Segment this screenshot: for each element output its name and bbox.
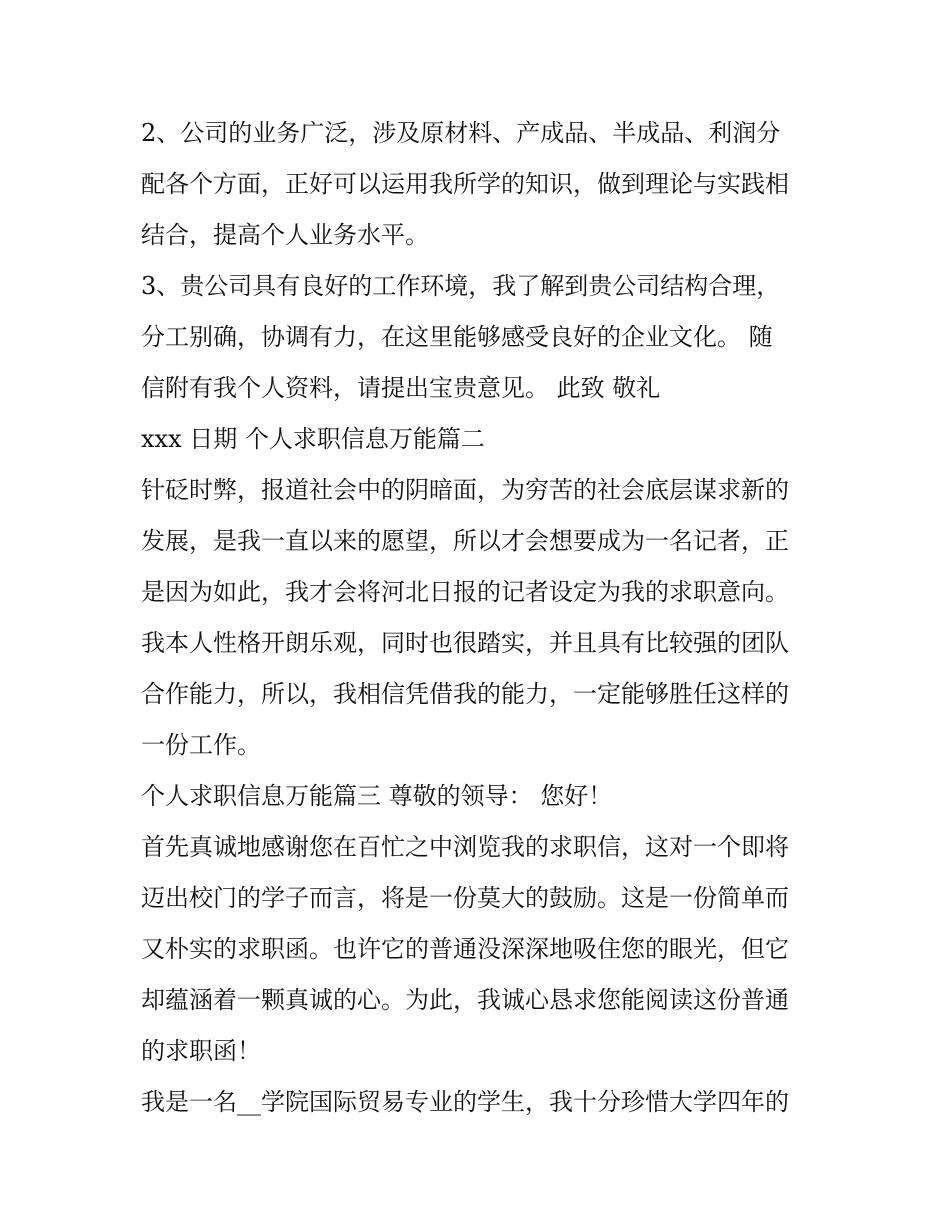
- body-line: 分工别确，协调有力，在这里能够感受良好的企业文化。 随: [141, 323, 773, 351]
- body-line: 发展，是我一直以来的愿望，所以才会想要成为一名记者，正: [141, 527, 789, 555]
- body-line: 一份工作。: [141, 731, 261, 759]
- body-line: 2、公司的业务广泛，涉及原材料、产成品、半成品、利润分: [141, 119, 781, 147]
- body-line: 合作能力，所以，我相信凭借我的能力，一定能够胜任这样的: [141, 680, 789, 708]
- body-line: 我本人性格开朗乐观，同时也很踏实，并且具有比较强的团队: [141, 629, 789, 657]
- body-line: 配各个方面，正好可以运用我所学的知识，做到理论与实践相: [141, 170, 789, 198]
- body-line: 结合，提高个人业务水平。: [141, 221, 429, 249]
- body-line: 信附有我个人资料，请提出宝贵意见。 此致 敬礼: [141, 374, 661, 402]
- body-line: 首先真诚地感谢您在百忙之中浏览我的求职信，这对一个即将: [141, 833, 789, 861]
- body-line: 迈出校门的学子而言，将是一份莫大的鼓励。这是一份简单而: [141, 884, 789, 912]
- body-line: 针砭时弊，报道社会中的阴暗面，为穷苦的社会底层谋求新的: [141, 476, 789, 504]
- section-heading-line: xxx 日期 个人求职信息万能篇二: [141, 425, 485, 453]
- body-line: 却蕴涵着一颗真诚的心。为此，我诚心恳求您能阅读这份普通: [141, 986, 789, 1014]
- section-heading-line: 个人求职信息万能篇三 尊敬的领导： 您好！: [141, 782, 613, 810]
- body-line: 是因为如此，我才会将河北日报的记者设定为我的求职意向。: [141, 578, 789, 606]
- body-line: 我是一名__学院国际贸易专业的学生，我十分珍惜大学四年的: [141, 1088, 789, 1116]
- document-body: [141, 108, 821, 1128]
- body-line: 又朴实的求职函。也许它的普通没深深地吸住您的眼光，但它: [141, 935, 789, 963]
- body-line: 3、贵公司具有良好的工作环境，我了解到贵公司结构合理，: [141, 272, 781, 300]
- body-line: 的求职函！: [141, 1037, 261, 1065]
